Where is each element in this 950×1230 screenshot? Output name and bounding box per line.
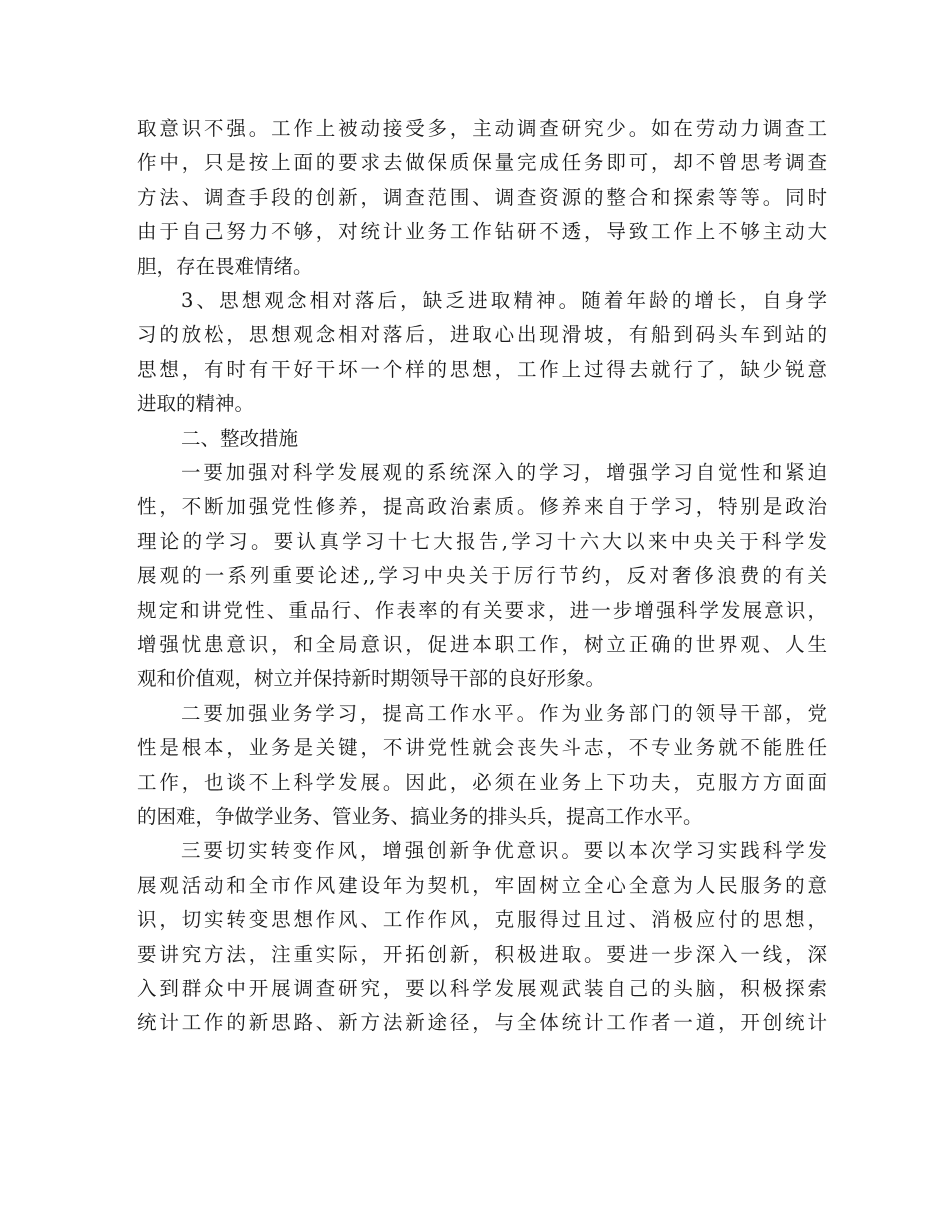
text-line: 的困难，争做学业务、管业务、搞业务的排头兵，提高工作水平。 <box>137 805 703 828</box>
text-line: 规定和讲党性、重品行、作表率的有关要求，进一步增强科学发展意识， <box>137 598 827 622</box>
text-line: 工作，也谈不上科学发展。因此，必须在业务上下功夫，克服方方面面 <box>137 770 827 794</box>
text-line: 性，不断加强党性修养，提高政治素质。修养来自于学习，特别是政治 <box>137 495 827 519</box>
text-line: 统计工作的新思路、新方法新途径，与全体统计工作者一道，开创统计 <box>137 1011 827 1035</box>
text-line: 胆，存在畏难情绪。 <box>137 254 313 278</box>
text-line: 观和价值观，树立并保持新时期领导干部的良好形象。 <box>137 667 606 691</box>
text-line: 展观的一系列重要论述,,学习中央关于厉行节约，反对奢侈浪费的有关 <box>137 564 827 588</box>
text-line: 二要加强业务学习，提高工作水平。作为业务部门的领导干部，党 <box>181 701 827 725</box>
text-line: 思想，有时有干好干坏一个样的思想，工作上过得去就行了，缺少锐意 <box>137 357 827 381</box>
text-line: 3、思想观念相对落后，缺乏进取精神。随着年龄的增长，自身学 <box>181 289 827 312</box>
text-line: 性是根本，业务是关键，不讲党性就会丧失斗志，不专业务就不能胜任 <box>137 736 827 760</box>
text-line: 二、整改措施 <box>181 426 299 450</box>
text-line: 作中，只是按上面的要求去做保质保量完成任务即可，却不曾思考调查 <box>137 151 827 175</box>
text-line: 取意识不强。工作上被动接受多，主动调查研究少。如在劳动力调查工 <box>137 117 827 140</box>
text-line: 入到群众中开展调查研究，要以科学发展观武装自己的头脑，积极探索 <box>137 977 827 1000</box>
text-line: 理论的学习。要认真学习十七大报告,学习十六大以来中央关于科学发 <box>137 529 827 553</box>
text-line: 习的放松，思想观念相对落后，进取心出现滑坡，有船到码头车到站的 <box>137 323 827 347</box>
text-line: 识，切实转变思想作风、工作作风，克服得过且过、消极应付的思想， <box>137 908 827 932</box>
text-line: 增强忧患意识，和全局意识，促进本职工作，树立正确的世界观、人生 <box>137 633 827 656</box>
text-line: 一要加强对科学发展观的系统深入的学习，增强学习自觉性和紧迫 <box>181 461 827 484</box>
text-line: 要讲究方法，注重实际，开拓创新，积极进取。要进一步深入一线，深 <box>137 942 827 966</box>
text-line: 三要切实转变作风，增强创新争优意识。要以本次学习实践科学发 <box>181 839 827 863</box>
text-line: 展观活动和全市作风建设年为契机，牢固树立全心全意为人民服务的意 <box>137 873 827 897</box>
text-line: 方法、调查手段的创新，调查范围、调查资源的整合和探索等等。同时 <box>137 185 827 209</box>
text-line: 由于自己努力不够，对统计业务工作钻研不透，导致工作上不够主动大 <box>137 220 827 244</box>
text-line: 进取的精神。 <box>137 392 255 416</box>
